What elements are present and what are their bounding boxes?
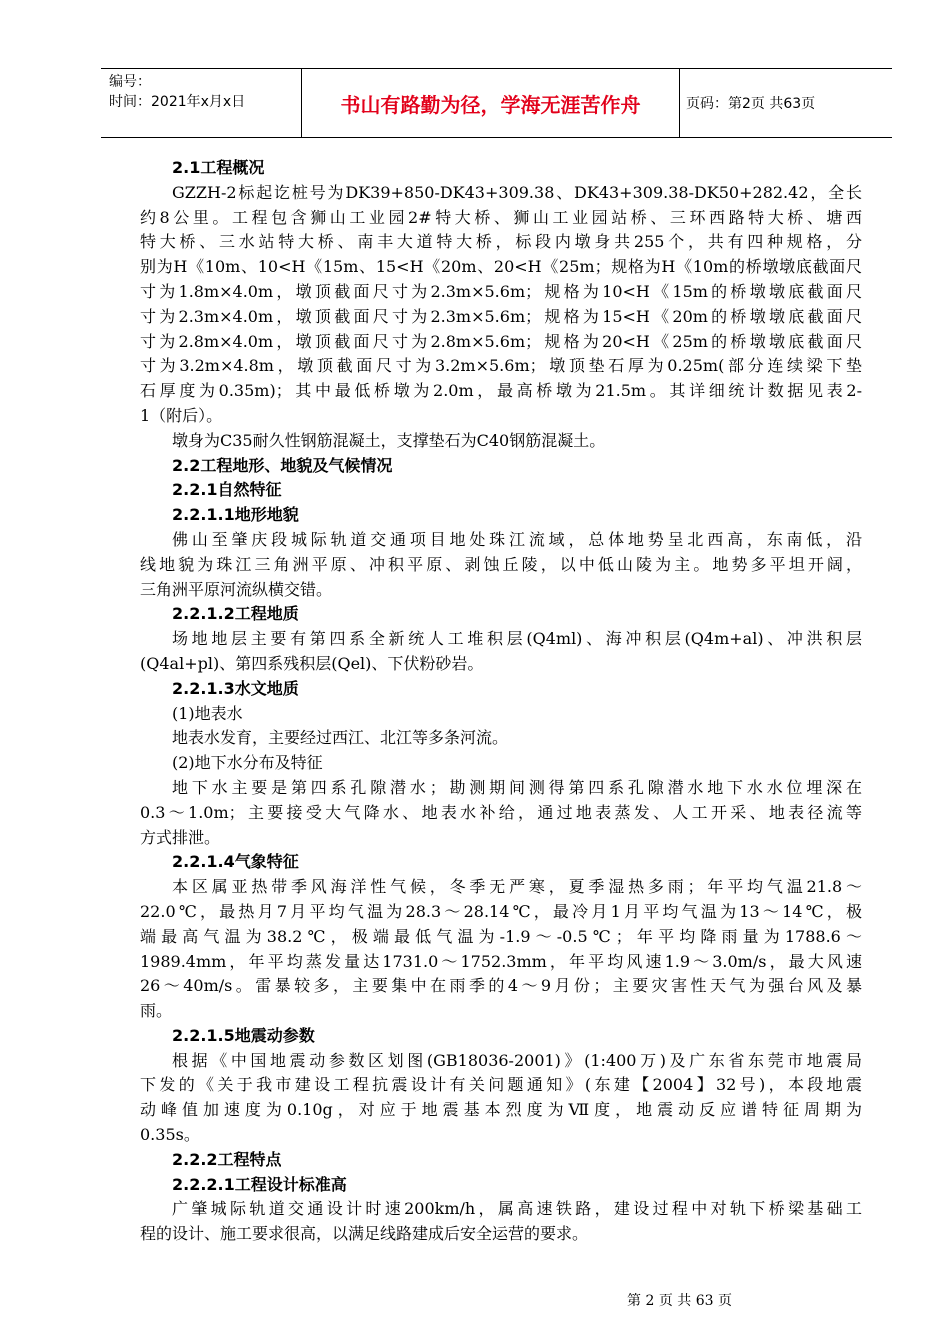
body-text-line: 场地地层主要有第四系全新统人工堆积层(Q4ml)、海冲积层(Q4m+al)、冲洪积层 — [172, 629, 862, 649]
body-text-line: 寸为2.3m×4.0m，墩顶截面尺寸为2.3m×5.6m；规格为15<H《20m的桥墩墩底截面尺 — [140, 306, 862, 326]
document-body — [140, 156, 862, 1247]
body-text-line: 墩身为C35耐久性钢筋混凝土，支撑垫石为C40钢筋混凝土。 — [172, 430, 606, 450]
section-heading: 2.2.1自然特征 — [172, 480, 282, 500]
body-text-line: 地表水发育，主要经过西江、北江等多条河流。 — [172, 728, 509, 748]
page-footer — [0, 1290, 950, 1310]
document-number-label: 编号： — [109, 74, 151, 90]
section-heading: 2.2.1.2工程地质 — [172, 604, 299, 624]
document-time-label: 时间：2021年x月x日 — [109, 94, 246, 110]
body-text-line: 线地貌为珠江三角洲平原、冲积平原、剥蚀丘陵，以中低山陵为主。地势多平坦开阔， — [140, 554, 862, 574]
body-text-line: 0.35s。 — [140, 1125, 200, 1145]
body-text-line: (1)地表水 — [172, 703, 243, 723]
section-heading: 2.2.1.1地形地貌 — [172, 505, 299, 525]
header-meta — [101, 69, 302, 137]
section-heading: 2.2.2工程特点 — [172, 1149, 282, 1169]
section-heading: 2.2.1.4气象特征 — [172, 852, 299, 872]
body-text-line: 方式排泄。 — [140, 827, 221, 847]
body-text-line: GZZH-2标起讫桩号为DK39+850-DK43+309.38、DK43+309.38-DK50+282.42，全长 — [172, 182, 862, 202]
body-text-line: 特大桥、三水站特大桥、南丰大道特大桥，标段内墩身共255个，共有四种规格，分 — [140, 232, 862, 252]
body-text-line: 1989.4mm，年平均蒸发量达1731.0～1752.3mm，年平均风速1.9～3.0m/s，最大风速 — [140, 951, 862, 971]
body-text-line: 根据《中国地震动参数区划图(GB18036-2001)》(1:400万)及广东省东莞市地震局 — [172, 1050, 862, 1070]
body-text-line: 三角洲平原河流纵横交错。 — [140, 579, 333, 599]
body-text-line: 地下水主要是第四系孔隙潜水；勘测期间测得第四系孔隙潜水地下水水位埋深在 — [172, 777, 862, 797]
body-text-line: 佛山至肇庆段城际轨道交通项目地处珠江流域，总体地势呈北西高，东南低，沿 — [172, 529, 862, 549]
section-heading: 2.2.1.5地震动参数 — [172, 1025, 315, 1045]
body-text-line: 26～40m/s。雷暴较多，主要集中在雨季的4～9月份；主要灾害性天气为强台风及暴 — [140, 976, 862, 996]
body-text-line: 寸为2.8m×4.0m，墩顶截面尺寸为2.8m×5.6m；规格为20<H《25m的桥墩墩底截面尺 — [140, 331, 862, 351]
body-text-line: 约8公里。工程包含狮山工业园2#特大桥、狮山工业园站桥、三环西路特大桥、塘西 — [140, 207, 862, 227]
body-text-line: 1（附后）。 — [140, 405, 223, 425]
body-text-line: 广肇城际轨道交通设计时速200km/h，属高速铁路，建设过程中对轨下桥梁基础工 — [172, 1199, 862, 1219]
body-text-line: (Q4al+pl)、第四系残积层(Qel)、下伏粉砂岩。 — [140, 653, 484, 673]
body-text-line: 本区属亚热带季风海洋性气候，冬季无严寒，夏季湿热多雨；年平均气温21.8～ — [172, 877, 862, 897]
page-header — [101, 68, 892, 138]
body-text-line: (2)地下水分布及特征 — [172, 753, 323, 773]
section-heading: 2.2工程地形、地貌及气候情况 — [172, 455, 393, 475]
header-page-number: 页码：第2页 共63页 — [686, 96, 816, 112]
section-heading: 2.2.1.3水文地质 — [172, 678, 299, 698]
body-text-line: 22.0℃，最热月7月平均气温为28.3～28.14℃，最冷月1月平均气温为13～14℃，极 — [140, 901, 862, 921]
body-text-line: 程的设计、施工要求很高，以满足线路建成后安全运营的要求。 — [140, 1224, 589, 1244]
body-text-line: 别为H《10m、10<H《15m、15<H《20m、20<H《25m；规格为H《10m的桥墩墩底截面尺 — [140, 257, 862, 277]
section-heading: 2.2.2.1工程设计标准高 — [172, 1174, 347, 1194]
body-text-line: 动峰值加速度为0.10g，对应于地震基本烈度为Ⅶ度，地震动反应谱特征周期为 — [140, 1100, 862, 1120]
body-text-line: 雨。 — [140, 1001, 173, 1021]
body-text-line: 下发的《关于我市建设工程抗震设计有关问题通知》(东建【2004】32号)，本段地震 — [140, 1075, 862, 1095]
body-text-line: 寸为3.2m×4.8m，墩顶截面尺寸为3.2m×5.6m；墩顶垫石厚为0.25m(部分连续梁下垫 — [140, 356, 862, 376]
body-text-line: 寸为1.8m×4.0m，墩顶截面尺寸为2.3m×5.6m；规格为10<H《15m的桥墩墩底截面尺 — [140, 281, 862, 301]
section-heading: 2.1工程概况 — [172, 158, 265, 177]
header-motto: 书山有路勤为径，学海无涯苦作舟 — [302, 69, 680, 137]
body-text-line: 端最高气温为38.2℃，极端最低气温为-1.9～-0.5℃；年平均降雨量为1788.6～ — [140, 926, 862, 946]
footer-page-number: 第 2 页 共 63 页 — [627, 1293, 732, 1309]
body-text-line: 0.3～1.0m；主要接受大气降水、地表水补给，通过地表蒸发、人工开采、地表径流等 — [140, 802, 862, 822]
body-text-line: 石厚度为0.35m)；其中最低桥墩为2.0m，最高桥墩为21.5m。其详细统计数据见表2- — [140, 381, 862, 401]
